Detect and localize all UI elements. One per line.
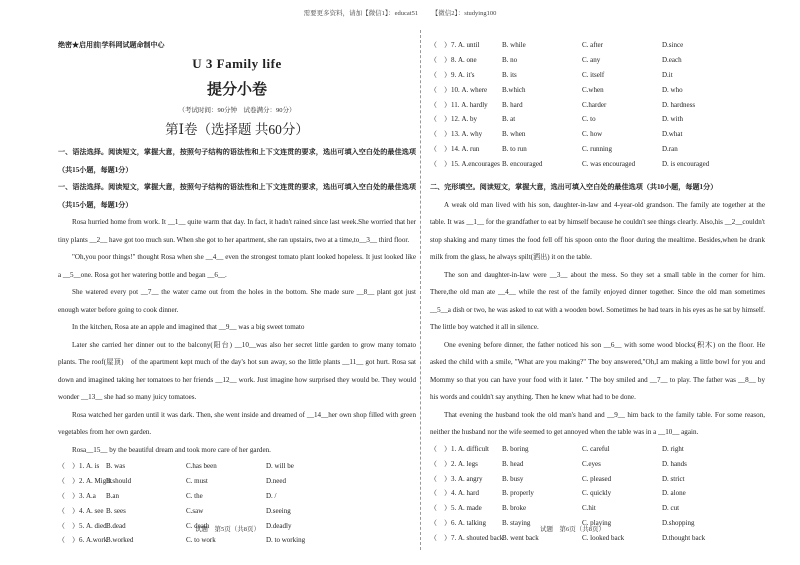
option-c[interactable]: C.eyes	[582, 459, 601, 468]
option-b[interactable]: B. no	[502, 56, 518, 65]
question-number: （ ）8. A. one	[430, 56, 477, 65]
option-d[interactable]: D.each	[662, 56, 682, 65]
passage-paragraph: One evening before dinner, the father noticed his son __6__ with some wood blocks(积木) on the floor. He asked the child with a smile, "What are you making?" The boy answered,"Oh,I am making a little bowl for you and Mommy so that you can have your food with it later. " The boy smiled and __7__ to play. The father was __8__ by his words and couldn't say anything. Then he knew what had to be done.	[430, 340, 765, 402]
question-number: （ ）4. A. hard	[430, 489, 479, 498]
passage-paragraph: "Oh,you poor things!" thought Rosa when she __4__ even the strongest tomato plant looked hopeless. It just looked like a __5__one. Rosa got her watering bottle and began __6__.	[58, 253, 416, 279]
option-b[interactable]: B.dead	[106, 521, 126, 530]
question-row	[430, 486, 765, 501]
question-number: （ ）6. A.work	[58, 536, 108, 545]
question-number: （ ）15. A.encourages	[430, 159, 500, 168]
option-d[interactable]: D. to working	[266, 536, 306, 545]
option-d[interactable]: D. right	[662, 445, 684, 454]
option-b[interactable]: B. encouraged	[502, 159, 543, 168]
option-b[interactable]: B.which	[502, 85, 526, 94]
option-b[interactable]: B.an	[106, 491, 120, 500]
option-d[interactable]: D. who	[662, 85, 683, 94]
exam-meta: （考试时间：90分钟 试卷满分：90分）	[178, 107, 296, 114]
option-c[interactable]: C. how	[582, 130, 603, 139]
option-d[interactable]: D. will be	[266, 462, 294, 471]
option-b[interactable]: B. busy	[502, 474, 524, 483]
section-1-instructions-repeat: 一、语法选择。阅读短文，掌握大意，按照句子结构的语法性和上下文连贯的要求，选出可填入空白处的最佳选项（共15小题，每题1分）	[58, 183, 416, 209]
option-d[interactable]: D.it	[662, 70, 673, 79]
option-d[interactable]: D.need	[266, 477, 287, 486]
question-number: （ ）10. A. where	[430, 85, 488, 94]
option-c[interactable]: C. running	[582, 144, 612, 153]
option-c[interactable]: C. to work	[186, 536, 216, 545]
option-d[interactable]: D.thought back	[662, 533, 706, 542]
question-row	[430, 112, 765, 127]
option-c[interactable]: C. pleased	[582, 474, 612, 483]
option-d[interactable]: D. cut	[662, 504, 680, 513]
paper-title: U 3 Family life	[192, 56, 282, 71]
option-c[interactable]: C. death	[186, 521, 210, 530]
passage-paragraph: Rosa watched her garden until it was dark. Then, she went inside and dreamed of __14__her own shop filled with green vegetables from her own garden.	[58, 410, 416, 436]
question-number: （ ）12. A. by	[430, 115, 478, 124]
page-divider	[420, 30, 421, 550]
passage-paragraph: Later she carried her dinner out to the balcony(阳台) __10__was also her secret little garden to grow many tomato plants. The roof(屋顶) of the apartment kept much of the day's hot sun away, so the little plants __11__ got hurt. Rosa sat down and imagined taking her tomatoes to her friends __12__ work. Just imagine how surprised they would be. They would wonder __13__ she had so many juicy tomatoes.	[58, 340, 416, 401]
passage-paragraph: The son and daughter-in-law were __3__ about the mess. So they set a small table in the corner for him. There,the old man ate __4__ while the rest of the family enjoyed dinner together. Since the old man sometimes __5__a dish or two, he was asked to eat with a wooden bowl. Sometimes he had tears in his eyes as he sat by himself. The little boy watched it all in silence.	[430, 270, 765, 332]
paper-subtitle: 提分小卷	[206, 80, 267, 98]
question-number: （ ）2. A. Might	[58, 477, 112, 486]
question-row	[430, 97, 765, 112]
question-number: （ ）13. A. why	[430, 130, 483, 139]
question-row	[430, 456, 765, 471]
option-d[interactable]: D. is encouraged	[662, 159, 710, 168]
option-c[interactable]: C.harder	[582, 100, 607, 109]
option-b[interactable]: B. went back	[502, 533, 539, 542]
question-row	[430, 53, 765, 68]
option-c[interactable]: C. any	[582, 56, 601, 65]
right-page	[430, 38, 765, 545]
option-b[interactable]: B. staying	[502, 519, 531, 528]
header-right: 【微信2】：studying100	[431, 10, 497, 17]
right-page-footer: 试题 第6页（共8页）	[540, 526, 605, 533]
option-c[interactable]: C.saw	[186, 506, 204, 515]
left-page-footer: 试题 第5页（共8页）	[195, 526, 260, 533]
question-row	[430, 38, 765, 53]
passage-paragraph: Rosa__15__ by the beautiful dream and took more care of her garden.	[72, 445, 271, 454]
question-row	[430, 501, 765, 516]
option-b[interactable]: B.should	[106, 477, 132, 486]
option-c[interactable]: C. to	[582, 115, 596, 124]
section-1-instructions: 一、语法选择。阅读短文，掌握大意，按照句子结构的语法性和上下文连贯的要求，选出可填入空白处的最佳选项（共15小题，每题1分）	[58, 148, 416, 174]
option-d[interactable]: D.deadly	[266, 521, 292, 530]
question-row	[430, 68, 765, 83]
option-b[interactable]: B. hard	[502, 100, 523, 109]
option-d[interactable]: D. with	[662, 115, 683, 124]
question-row	[430, 82, 765, 97]
option-b[interactable]: B. when	[502, 130, 526, 139]
option-c[interactable]: C. playing	[582, 519, 612, 528]
question-row	[430, 127, 765, 142]
top-header	[0, 8, 800, 17]
header-left: 需要更多资料，请加【微信1】：educat51	[303, 10, 419, 17]
question-number: （ ）1. A. is	[58, 462, 100, 471]
option-c[interactable]: C. looked back	[582, 533, 625, 542]
question-row	[58, 459, 416, 474]
question-number: （ ）1. A. difficult	[430, 445, 489, 454]
option-d[interactable]: D.ran	[662, 144, 678, 153]
question-row	[58, 503, 416, 518]
question-number: （ ）7. A. until	[430, 41, 480, 50]
option-b[interactable]: B. boring	[502, 445, 529, 454]
option-d[interactable]: D. strict	[662, 474, 685, 483]
option-d[interactable]: D.what	[662, 130, 683, 139]
passage-paragraph: A weak old man lived with his son, daughter-in-law and 4-year-old grandson. The family ate together at the table. It was __1__ for the grandfather to eat by himself because he couldn't see things clearly. Also,his __2__couldn't stop shaking and many times the food fell off his spoon onto the floor during the mealtime. Besides,when he drank milk from the glass, he always spilt(洒出) it on the table.	[430, 200, 765, 262]
option-d[interactable]: D. /	[266, 491, 277, 500]
question-number: （ ）5. A. made	[430, 504, 482, 513]
option-c[interactable]: C. itself	[582, 70, 605, 79]
option-c[interactable]: C. quickly	[582, 489, 612, 498]
section-2-instructions: 二、完形填空。阅读短文，掌握大意，选出可填入空白处的最佳选项（共10小题，每题1分）	[430, 183, 718, 192]
option-c[interactable]: C. must	[186, 477, 208, 486]
option-d[interactable]: D.shopping	[662, 519, 695, 528]
passage-paragraph: Rosa hurried home from work. It __1__ quite warm that day. In fact, it hadn't rained since last week.She worried that her tiny plants __2__ have got too much sun. When she got to her apartment, she ran upstairs, two at a time,to__3__ third floor.	[58, 218, 416, 244]
option-b[interactable]: B. properly	[502, 489, 534, 498]
question-number: （ ）11. A. hardly	[430, 100, 488, 109]
question-row	[58, 489, 416, 504]
option-c[interactable]: C. careful	[582, 445, 610, 454]
option-b[interactable]: B.worked	[106, 536, 134, 545]
passage-paragraph: That evening the husband took the old man's hand and __9__ him back to the family table. For some reason, neither the husband nor the wife seemed to get annoyed when the table was in a __10__ again.	[430, 410, 765, 437]
question-number: （ ）3. A.a	[58, 491, 96, 500]
question-row	[58, 474, 416, 489]
question-number: （ ）3. A. angry	[430, 474, 483, 483]
option-c[interactable]: C. the	[186, 491, 203, 500]
option-b[interactable]: B. while	[502, 41, 526, 50]
question-row	[430, 471, 765, 486]
question-row	[430, 442, 765, 457]
option-b[interactable]: B. head	[502, 459, 524, 468]
option-c[interactable]: C. after	[582, 41, 603, 50]
left-page	[58, 40, 416, 548]
option-b[interactable]: B. broke	[502, 504, 527, 513]
option-c[interactable]: C.has been	[186, 462, 217, 471]
option-b[interactable]: B. was	[106, 462, 126, 471]
question-number: （ ）9. A. it's	[430, 70, 475, 79]
option-b[interactable]: B. at	[502, 115, 516, 124]
option-b[interactable]: B. sees	[106, 506, 126, 515]
option-d[interactable]: D.since	[662, 41, 684, 50]
option-b[interactable]: B. to run	[502, 144, 527, 153]
option-d[interactable]: D. hardness	[662, 100, 696, 109]
passage-paragraph: She watered every pot __7__ the water came out from the holes in the bottom. She made sure __8__ plant got just enough water before going to cook dinner.	[58, 288, 416, 314]
secret-label: 绝密★启用前|学科网试题命制中心	[58, 41, 165, 49]
option-d[interactable]: D.seeing	[266, 506, 291, 515]
question-row	[430, 156, 765, 171]
question-number: （ ）2. A. legs	[430, 459, 478, 468]
option-c[interactable]: C.hit	[582, 504, 596, 513]
option-b[interactable]: B. its	[502, 70, 517, 79]
question-number: （ ）6. A. talking	[430, 519, 486, 528]
option-c[interactable]: C. was encouraged	[582, 159, 636, 168]
option-c[interactable]: C.when	[582, 85, 604, 94]
question-number: （ ）4. A. see	[58, 506, 104, 515]
volume-heading: 第Ⅰ卷（选择题 共60分）	[165, 122, 309, 137]
option-d[interactable]: D. alone	[662, 489, 686, 498]
question-number: （ ）7. A. shouted back	[430, 533, 504, 542]
question-row	[58, 533, 416, 548]
question-number: （ ）14. A. run	[430, 144, 480, 153]
option-d[interactable]: D. hands	[662, 459, 687, 468]
question-number: （ ）5. A. died	[58, 521, 107, 530]
passage-paragraph: In the kitchen, Rosa ate an apple and imagined that __9__ was a big sweet tomato	[72, 323, 305, 331]
question-row	[430, 142, 765, 157]
